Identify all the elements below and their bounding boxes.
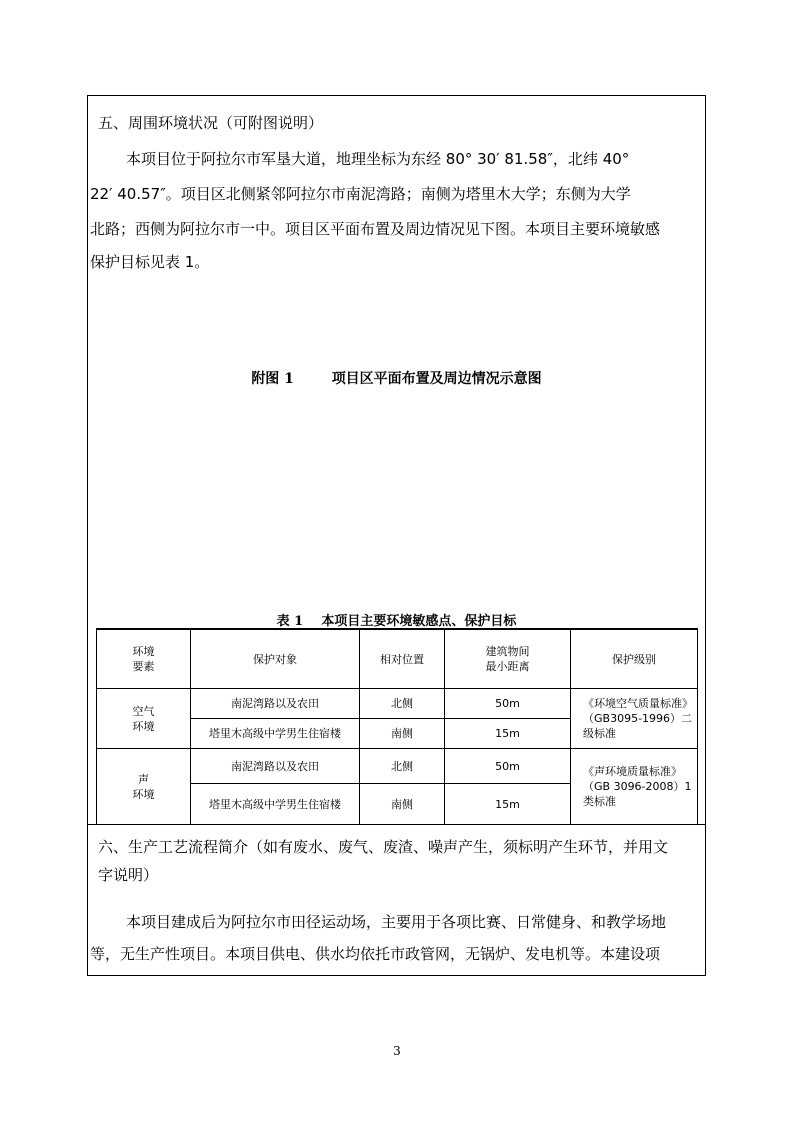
section-surroundings xyxy=(88,96,705,825)
distance-cell: 50m xyxy=(445,749,571,784)
figure-caption-label: 附图 1 xyxy=(251,371,294,387)
figure-caption xyxy=(88,368,705,388)
element-cell: 空气 环境 xyxy=(97,689,191,749)
table-row xyxy=(97,689,698,719)
object-cell: 塔里木高级中学男生住宿楼 xyxy=(191,719,360,749)
header-level: 保护级别 xyxy=(571,629,698,689)
position-cell: 北侧 xyxy=(360,749,445,784)
distance-cell: 15m xyxy=(445,719,571,749)
object-cell: 南泥湾路以及农田 xyxy=(191,749,360,784)
paragraph-line: 等，无生产性项目。本项目供电、供水均依托市政管网，无锅炉、发电机等。本建设项 xyxy=(90,945,661,963)
section5-heading: 五、周围环境状况（可附图说明） xyxy=(98,114,324,132)
paragraph-line: 本项目位于阿拉尔市军垦大道，地理坐标为东经 80° 30′ 81.58″，北纬 40° xyxy=(126,150,630,168)
page-number: 3 xyxy=(393,1044,401,1058)
table-header-row xyxy=(97,629,698,689)
paragraph-line: 北路；西侧为阿拉尔市一中。项目区平面布置及周边情况见下图。本项目主要环境敏感 xyxy=(90,220,661,238)
header-object: 保护对象 xyxy=(191,629,360,689)
object-cell: 塔里木高级中学男生住宿楼 xyxy=(191,784,360,825)
paragraph-line: 本项目建成后为阿拉尔市田径运动场，主要用于各项比赛、日常健身、和教学场地 xyxy=(126,913,667,931)
element-cell: 声 环境 xyxy=(97,749,191,825)
header-distance: 建筑物间 最小距离 xyxy=(445,629,571,689)
paragraph-line: 22′ 40.57″。项目区北侧紧邻阿拉尔市南泥湾路；南侧为塔里木大学；东侧为大学 xyxy=(90,185,631,203)
distance-cell: 50m xyxy=(445,689,571,719)
section6-heading-line1: 六、生产工艺流程简介（如有废水、废气、废渣、噪声产生，须标明产生环节，并用文 xyxy=(98,838,669,856)
form-frame xyxy=(87,95,706,976)
level-cell: 《环境空气质量标准》 （GB3095-1996）二 级标准 xyxy=(571,689,698,749)
table-caption: 表 1 本项目主要环境敏感点、保护目标 xyxy=(276,614,517,629)
section-process xyxy=(88,825,705,975)
sensitive-targets-table xyxy=(96,628,698,825)
paragraph-line: 保护目标见表 1。 xyxy=(90,253,210,271)
header-position: 相对位置 xyxy=(360,629,445,689)
position-cell: 南侧 xyxy=(360,784,445,825)
object-cell: 南泥湾路以及农田 xyxy=(191,689,360,719)
figure-caption-title: 项目区平面布置及周边情况示意图 xyxy=(331,371,542,387)
position-cell: 北侧 xyxy=(360,689,445,719)
position-cell: 南侧 xyxy=(360,719,445,749)
table-row xyxy=(97,749,698,784)
distance-cell: 15m xyxy=(445,784,571,825)
section6-heading-line2: 字说明） xyxy=(98,866,159,884)
header-element: 环境 要素 xyxy=(97,629,191,689)
level-cell: 《声环境质量标准》 （GB 3096-2008）1 类标准 xyxy=(571,749,698,825)
